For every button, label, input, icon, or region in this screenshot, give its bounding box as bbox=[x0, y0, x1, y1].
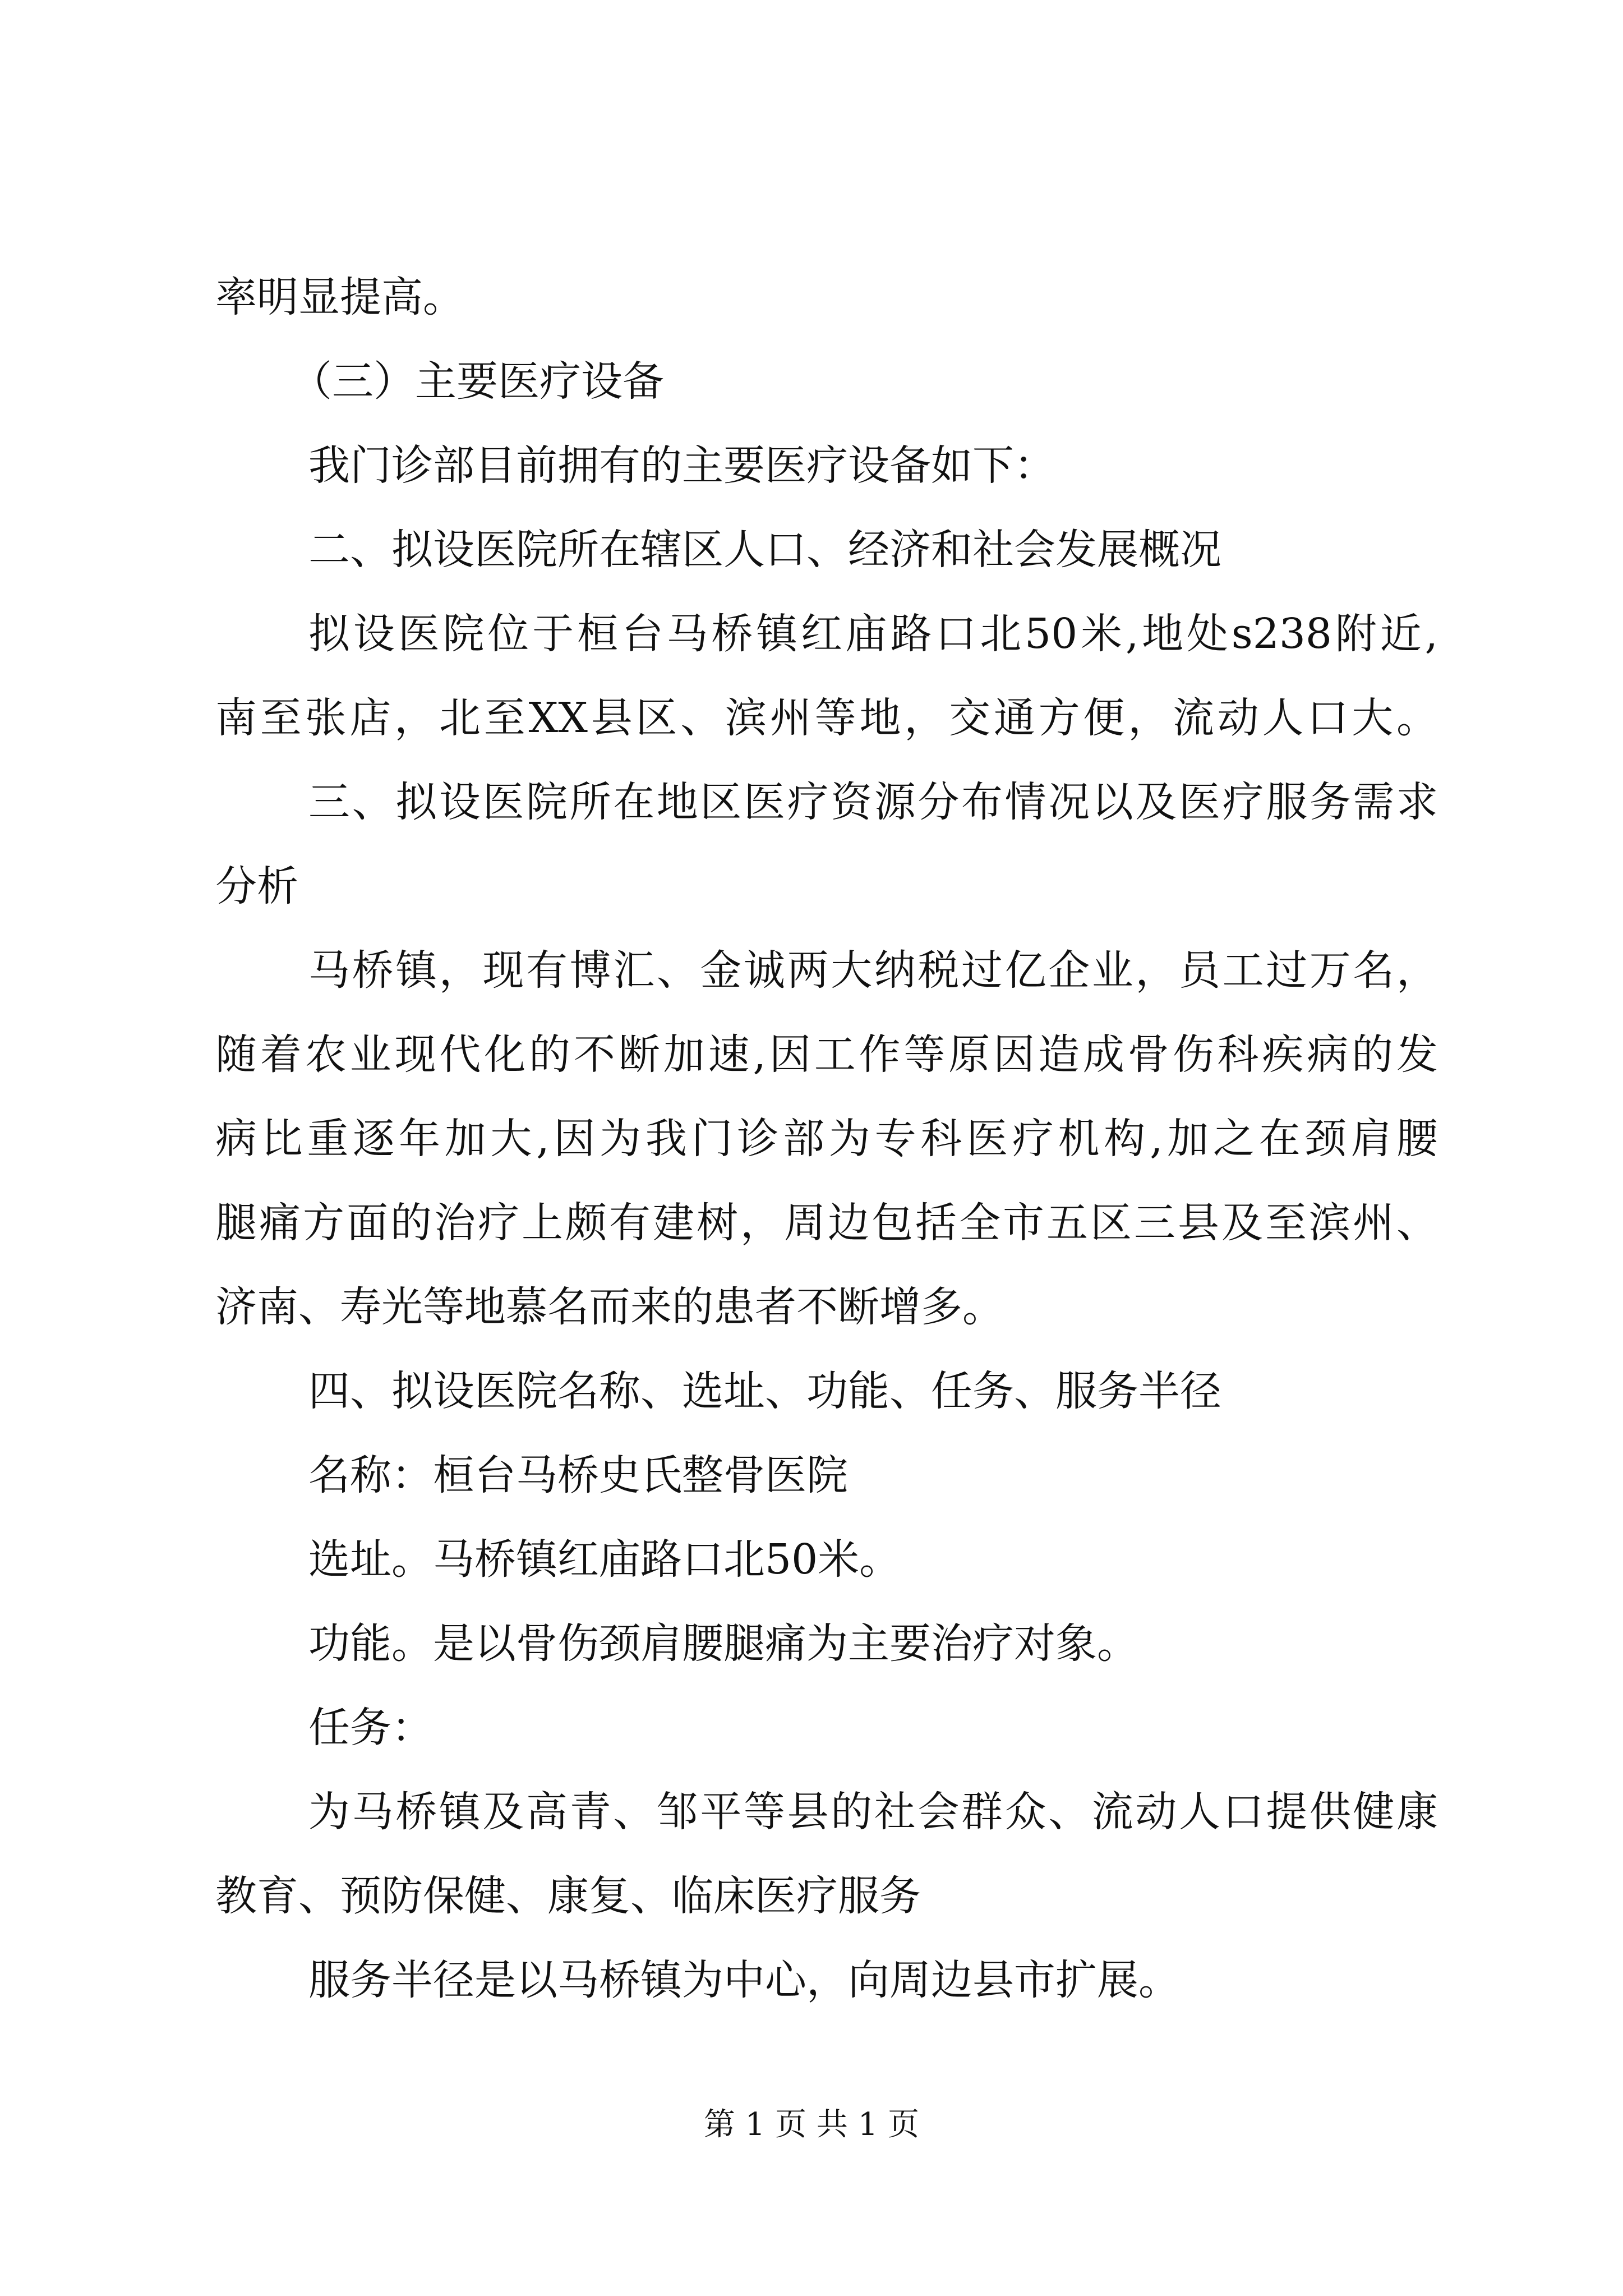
paragraph-demand-analysis bbox=[215, 928, 1438, 1349]
text-line: 任务： bbox=[308, 1704, 433, 1752]
text-line: 二、拟设医院所在辖区人口、经济和社会发展概况 bbox=[308, 526, 1221, 574]
text-line: 率明显提高。 bbox=[215, 273, 464, 321]
text-line: 选址。马桥镇红庙路口北50米。 bbox=[308, 1535, 901, 1584]
paragraph-function bbox=[215, 1602, 1438, 1686]
text-line: 服务半径是以马桥镇为中心，向周边县市扩展。 bbox=[308, 1956, 1180, 2004]
paragraph-task-detail bbox=[215, 1770, 1438, 1938]
section-heading-equipment bbox=[215, 339, 1438, 424]
text-line: 病比重逐年加大,因为我门诊部为专科医疗机构,加之在颈肩腰 bbox=[215, 1115, 1438, 1163]
paragraph-task-label bbox=[215, 1686, 1438, 1770]
text-line: （三）主要医疗设备 bbox=[291, 357, 664, 406]
text-line: 四、拟设医院名称、选址、功能、任务、服务半径 bbox=[308, 1367, 1221, 1415]
paragraph-site bbox=[215, 1517, 1438, 1602]
page-number-label: 第 1 页 共 1 页 bbox=[703, 2106, 920, 2143]
text-line: 我门诊部目前拥有的主要医疗设备如下： bbox=[308, 441, 1055, 490]
text-line: 济南、寿光等地慕名而来的患者不断增多。 bbox=[215, 1283, 1004, 1331]
paragraph-continuation bbox=[215, 255, 1438, 339]
text-line: 名称：桓台马桥史氏整骨医院 bbox=[308, 1451, 848, 1499]
text-line: 拟设医院位于桓台马桥镇红庙路口北50米,地处s238附近, bbox=[308, 610, 1438, 658]
paragraph-name bbox=[215, 1433, 1438, 1517]
paragraph-location bbox=[215, 592, 1438, 760]
section-heading-hospital-info bbox=[215, 1349, 1438, 1433]
text-line: 腿痛方面的治疗上颇有建树，周边包括全市五区三县及至滨州、 bbox=[215, 1199, 1438, 1247]
text-line: 功能。是以骨伤颈肩腰腿痛为主要治疗对象。 bbox=[308, 1619, 1138, 1668]
section-heading-population bbox=[215, 508, 1438, 592]
text-line: 分析 bbox=[215, 862, 298, 910]
section-heading-resources bbox=[215, 760, 1438, 928]
paragraph-service-radius bbox=[215, 1938, 1438, 2022]
text-line: 马桥镇，现有博汇、金诚两大纳税过亿企业，员工过万名， bbox=[308, 946, 1438, 995]
text-line: 教育、预防保健、康复、临床医疗服务 bbox=[215, 1872, 921, 1920]
text-line: 南至张店，北至XX县区、滨州等地，交通方便，流动人口大。 bbox=[215, 694, 1438, 742]
document-body bbox=[215, 255, 1438, 2022]
page-footer bbox=[0, 2102, 1623, 2147]
text-line: 随着农业现代化的不断加速,因工作等原因造成骨伤科疾病的发 bbox=[215, 1030, 1438, 1079]
paragraph-equipment-intro bbox=[215, 424, 1438, 508]
text-line: 为马桥镇及高青、邹平等县的社会群众、流动人口提供健康 bbox=[308, 1788, 1438, 1836]
text-line: 三、拟设医院所在地区医疗资源分布情况以及医疗服务需求 bbox=[308, 778, 1438, 826]
